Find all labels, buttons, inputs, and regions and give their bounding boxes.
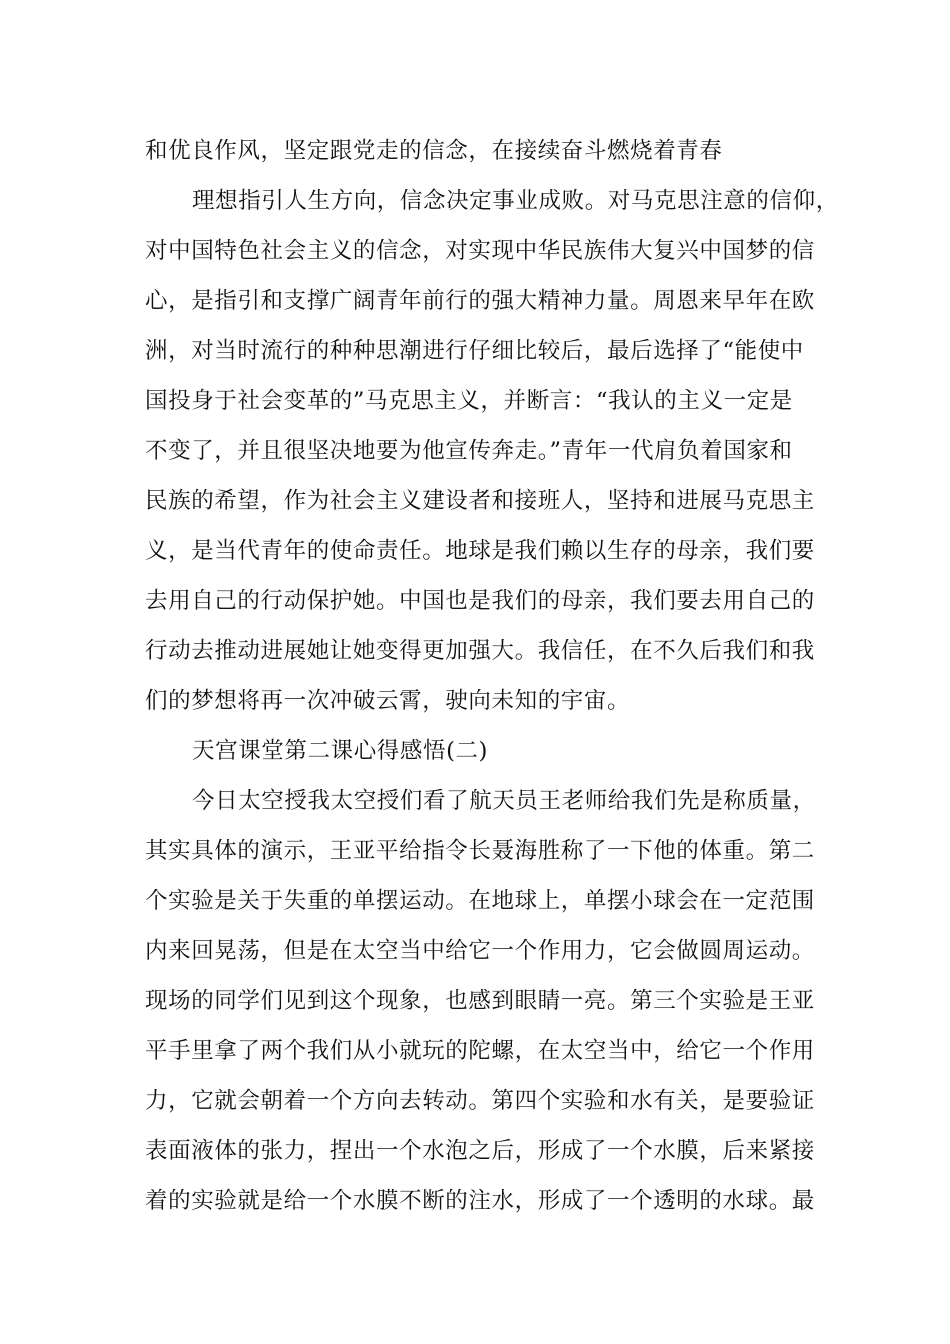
text-line: 平手里拿了两个我们从小就玩的陀螺，在太空当中，给它一个作用 bbox=[145, 1038, 815, 1064]
text-line: 义，是当代青年的使命责任。地球是我们赖以生存的母亲，我们要 bbox=[145, 538, 815, 564]
text-line: 不变了，并且很坚决地要为他宣传奔走。”青年一代肩负着国家和 bbox=[145, 438, 793, 464]
text-line: 和优良作风，坚定跟党走的信念，在接续奋斗燃烧着青春 bbox=[145, 138, 723, 164]
text-line: 理想指引人生方向，信念决定事业成败。对马克思注意的信仰， bbox=[192, 188, 839, 214]
text-line: 对中国特色社会主义的信念，对实现中华民族伟大复兴中国梦的信 bbox=[145, 238, 815, 264]
text-line: 现场的同学们见到这个现象，也感到眼睛一亮。第三个实验是王亚 bbox=[145, 988, 815, 1014]
text-line: 内来回晃荡，但是在太空当中给它一个作用力，它会做圆周运动。 bbox=[145, 938, 815, 964]
text-line: 国投身于社会变革的”马克思主义，并断言：“我认的主义一定是 bbox=[145, 388, 793, 414]
text-line: 表面液体的张力，捏出一个水泡之后，形成了一个水膜，后来紧接 bbox=[145, 1138, 815, 1164]
text-line: 其实具体的演示，王亚平给指令长聂海胜称了一下他的体重。第二 bbox=[145, 838, 815, 864]
text-line: 着的实验就是给一个水膜不断的注水，形成了一个透明的水球。最 bbox=[145, 1188, 815, 1214]
text-line: 洲，对当时流行的种种思潮进行仔细比较后，最后选择了“能使中 bbox=[145, 338, 804, 364]
text-line: 今日太空授我太空授们看了航天员王老师给我们先是称质量， bbox=[192, 788, 816, 814]
text-line: 心，是指引和支撑广阔青年前行的强大精神力量。周恩来早年在欧 bbox=[145, 288, 815, 314]
text-line: 个实验是关于失重的单摆运动。在地球上，单摆小球会在一定范围 bbox=[145, 888, 815, 914]
section-heading: 天宫课堂第二课心得感悟(二) bbox=[192, 738, 488, 764]
text-line: 力，它就会朝着一个方向去转动。第四个实验和水有关，是要验证 bbox=[145, 1088, 815, 1114]
text-line: 去用自己的行动保护她。中国也是我们的母亲，我们要去用自己的 bbox=[145, 588, 815, 614]
text-line: 民族的希望，作为社会主义建设者和接班人，坚持和进展马克思主 bbox=[145, 488, 815, 514]
text-line: 行动去推动进展她让她变得更加强大。我信任，在不久后我们和我 bbox=[145, 638, 815, 664]
text-line: 们的梦想将再一次冲破云霄，驶向未知的宇宙。 bbox=[145, 688, 631, 714]
